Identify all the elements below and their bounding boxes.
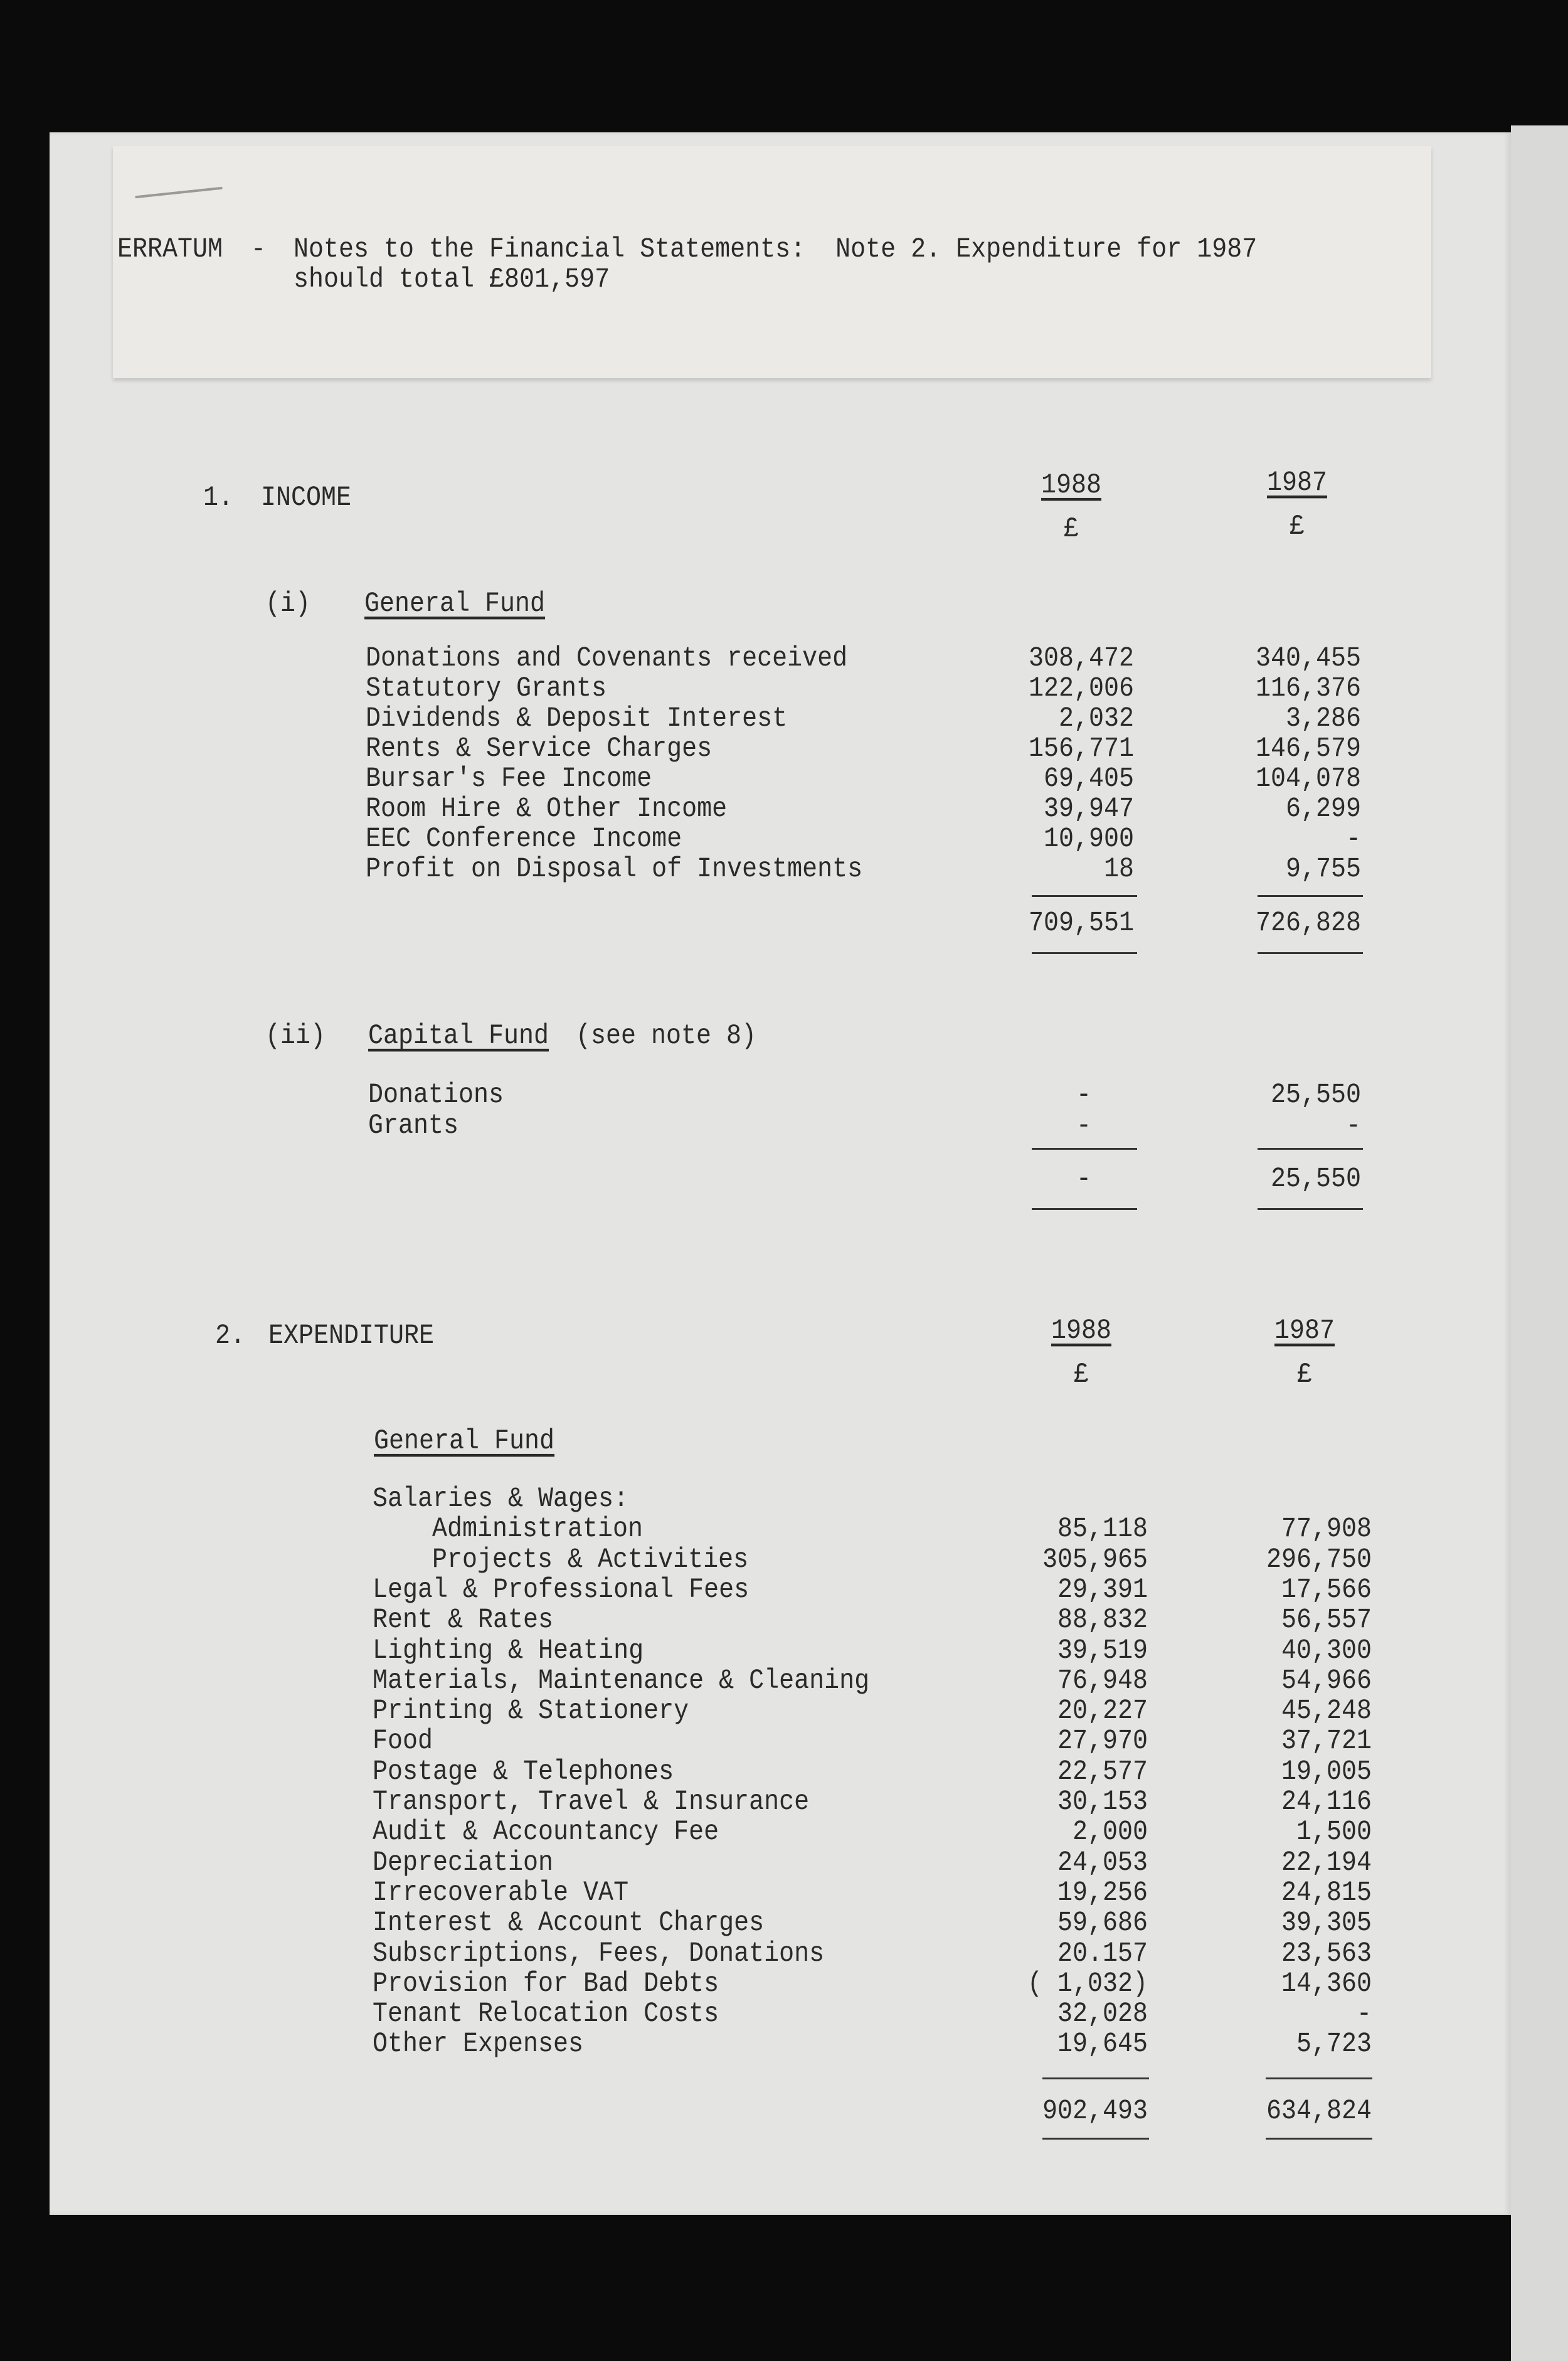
adjacent-page-edge [1511, 125, 1568, 2361]
subtotal-rule [1042, 2077, 1149, 2079]
row-value-1987: 25,550 [1270, 1080, 1361, 1112]
row-label: Profit on Disposal of Investments [366, 854, 863, 886]
expenditure-title: EXPENDITURE [268, 1320, 435, 1352]
row-value-1988: - [1076, 1110, 1091, 1142]
row-label: Interest & Account Charges [373, 1907, 765, 1939]
row-label: Projects & Activities [432, 1544, 749, 1576]
row-value-1987: - [1356, 1998, 1372, 2030]
row-value-1988: 30,153 [1057, 1786, 1148, 1818]
row-value-1987: 116,376 [1255, 673, 1361, 705]
row-value-1988: 76,948 [1057, 1665, 1148, 1697]
row-value-1988: - [1076, 1080, 1091, 1112]
row-value-1987: 40,300 [1281, 1635, 1372, 1667]
income-title: INCOME [261, 482, 352, 514]
expenditure-currency-1987: £ [1296, 1359, 1312, 1391]
row-value-1988: 59,686 [1057, 1907, 1148, 1939]
row-value-1987: 146,579 [1255, 733, 1361, 765]
subtotal-rule [1266, 2077, 1372, 2079]
row-label: Depreciation [373, 1847, 554, 1879]
row-value-1987: 14,360 [1281, 1968, 1372, 2000]
row-value-1987: 77,908 [1281, 1514, 1372, 1546]
row-value-1987: 45,248 [1281, 1695, 1372, 1727]
row-label: Dividends & Deposit Interest [366, 703, 788, 735]
row-value-1988: 22,577 [1057, 1756, 1148, 1788]
row-value-1988: 19,256 [1057, 1877, 1148, 1909]
row-value-1987: 37,721 [1281, 1726, 1372, 1758]
row-value-1987: 24,116 [1281, 1786, 1372, 1818]
general-fund-total-1987: 726,828 [1255, 908, 1361, 940]
general-fund-numeral: (i) [265, 588, 311, 620]
row-value-1988: 39,519 [1057, 1635, 1148, 1667]
total-rule [1258, 1208, 1363, 1210]
row-label: Lighting & Heating [373, 1635, 644, 1667]
row-value-1988: 20,227 [1057, 1695, 1148, 1727]
row-label: Administration [432, 1514, 644, 1546]
row-value-1988: 20.157 [1057, 1938, 1148, 1970]
subtotal-rule [1258, 1148, 1363, 1150]
income-currency-1987: £ [1289, 511, 1305, 543]
income-year-1988: 1988 [1041, 470, 1101, 502]
erratum-line-2: should total £801,597 [294, 264, 610, 296]
row-label: Bursar's Fee Income [366, 763, 652, 795]
row-value-1987: 5,723 [1296, 2029, 1372, 2061]
row-value-1988: 39,947 [1043, 793, 1134, 825]
subtotal-rule [1258, 895, 1363, 897]
row-value-1988: ( 1,032) [1027, 1968, 1148, 2000]
income-currency-1988: £ [1063, 514, 1079, 546]
row-value-1987: 23,563 [1281, 1938, 1372, 1970]
row-label: EEC Conference Income [366, 824, 682, 856]
row-value-1988: 85,118 [1057, 1514, 1148, 1546]
income-year-1987: 1987 [1266, 467, 1327, 499]
total-rule [1032, 952, 1137, 954]
subtotal-rule [1032, 895, 1137, 897]
expenditure-currency-1988: £ [1073, 1359, 1089, 1391]
row-label: Other Expenses [373, 2029, 584, 2061]
row-value-1987: 296,750 [1266, 1544, 1372, 1576]
row-label: Postage & Telephones [373, 1756, 674, 1788]
row-label: Donations [368, 1080, 504, 1112]
general-fund-total-1988: 709,551 [1028, 908, 1134, 940]
subtotal-rule [1032, 1148, 1137, 1150]
row-label: Audit & Accountancy Fee [373, 1817, 719, 1849]
row-value-1987: 56,557 [1281, 1605, 1372, 1637]
row-label: Irrecoverable VAT [373, 1877, 629, 1909]
row-value-1988: 308,472 [1028, 643, 1134, 675]
row-label: Room Hire & Other Income [366, 793, 728, 825]
expenditure-number: 2. [215, 1320, 246, 1352]
erratum-dash: - [251, 234, 267, 266]
row-label: Subscriptions, Fees, Donations [373, 1938, 825, 1970]
expenditure-total-1987: 634,824 [1266, 2096, 1372, 2128]
row-value-1987: 340,455 [1255, 643, 1361, 675]
total-rule [1042, 2138, 1149, 2140]
expenditure-year-1988: 1988 [1051, 1315, 1111, 1347]
row-value-1988: 32,028 [1057, 1998, 1148, 2030]
expenditure-total-1988: 902,493 [1042, 2096, 1148, 2128]
row-value-1987: 104,078 [1255, 763, 1361, 795]
capital-fund-total-1987: 25,550 [1270, 1164, 1361, 1196]
row-value-1988: 2,000 [1072, 1817, 1148, 1849]
row-value-1988: 122,006 [1028, 673, 1134, 705]
row-value-1987: 19,005 [1281, 1756, 1372, 1788]
row-value-1987: 1,500 [1296, 1817, 1372, 1849]
row-value-1988: 24,053 [1057, 1847, 1148, 1879]
erratum-line-1: Notes to the Financial Statements: Note 2. Expenditure for 1987 [294, 234, 1258, 266]
row-label: Rents & Service Charges [366, 733, 712, 765]
row-value-1988: 18 [1103, 854, 1134, 886]
row-value-1987: 54,966 [1281, 1665, 1372, 1697]
capital-fund-numeral: (ii) [265, 1021, 326, 1053]
row-value-1988: 305,965 [1042, 1544, 1148, 1576]
row-value-1987: 6,299 [1285, 793, 1361, 825]
row-value-1987: 22,194 [1281, 1847, 1372, 1879]
row-value-1988: 2,032 [1058, 703, 1134, 735]
row-value-1988: 69,405 [1043, 763, 1134, 795]
row-label: Grants [368, 1110, 459, 1142]
total-rule [1266, 2138, 1372, 2140]
row-label: Printing & Stationery [373, 1695, 689, 1727]
row-value-1987: 17,566 [1281, 1574, 1372, 1606]
general-fund-title: General Fund [364, 588, 546, 620]
capital-fund-title: Capital Fund [368, 1021, 549, 1053]
row-value-1987: 24,815 [1281, 1877, 1372, 1909]
row-label: Materials, Maintenance & Cleaning [373, 1665, 870, 1697]
row-label: Transport, Travel & Insurance [373, 1786, 810, 1818]
row-label: Rent & Rates [373, 1605, 554, 1637]
row-value-1988: 27,970 [1057, 1726, 1148, 1758]
row-value-1987: 39,305 [1281, 1907, 1372, 1939]
row-label: Statutory Grants [366, 673, 607, 705]
row-value-1988: 156,771 [1028, 733, 1134, 765]
total-rule [1258, 952, 1363, 954]
row-label: Provision for Bad Debts [373, 1968, 719, 2000]
capital-fund-total-1988: - [1076, 1164, 1091, 1196]
row-value-1988: 88,832 [1057, 1605, 1148, 1637]
expenditure-fund-title: General Fund [374, 1426, 555, 1458]
row-value-1987: - [1345, 1110, 1361, 1142]
row-value-1987: 9,755 [1285, 854, 1361, 886]
row-label: Tenant Relocation Costs [373, 1998, 719, 2030]
expenditure-year-1987: 1987 [1274, 1315, 1335, 1347]
row-value-1987: 3,286 [1285, 703, 1361, 735]
total-rule [1032, 1208, 1137, 1210]
row-label: Donations and Covenants received [366, 643, 848, 675]
row-label: Food [373, 1726, 433, 1758]
row-value-1987: - [1345, 824, 1361, 856]
income-number: 1. [203, 482, 234, 514]
erratum-label: ERRATUM [117, 234, 223, 266]
row-label: Legal & Professional Fees [373, 1574, 750, 1606]
row-value-1988: 10,900 [1043, 824, 1134, 856]
capital-fund-note: (see note 8) [576, 1021, 757, 1053]
row-value-1988: 19,645 [1057, 2029, 1148, 2061]
row-label: Salaries & Wages: [373, 1483, 629, 1515]
row-value-1988: 29,391 [1057, 1574, 1148, 1606]
